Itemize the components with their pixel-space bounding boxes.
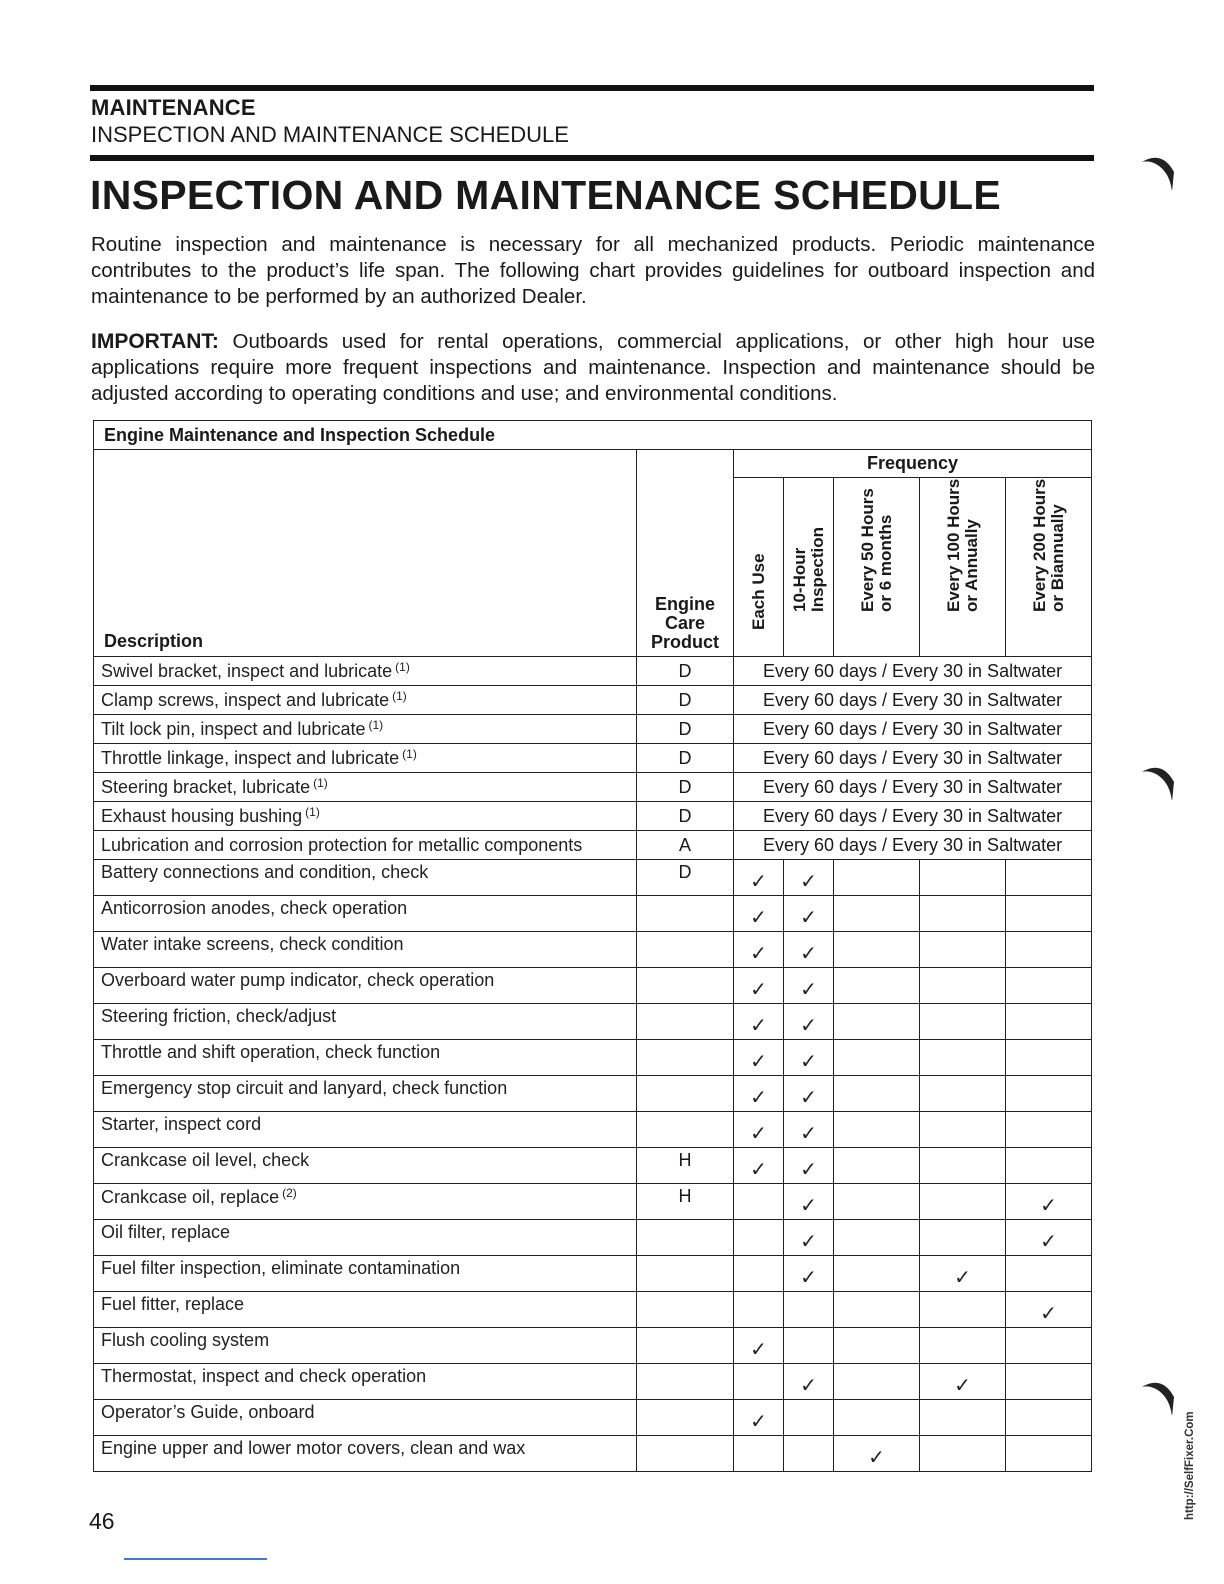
row-description (94, 932, 637, 968)
table-row (94, 1256, 1092, 1292)
cell-fifty-hours (834, 1040, 920, 1076)
cell-two-hundred-hours (1006, 1292, 1092, 1328)
two-hundred-hours-label-1: Every 200 Hours (1029, 478, 1049, 612)
cell-hundred-hours (920, 1112, 1006, 1148)
row-engine-care-product: D (637, 686, 734, 715)
cell-each-use (734, 1112, 784, 1148)
row-description-text: Engine upper and lower motor covers, clean and wax (101, 1438, 526, 1458)
table-row (94, 1436, 1092, 1472)
cell-fifty-hours (834, 1076, 920, 1112)
cell-ten-hour (784, 1148, 834, 1184)
cell-hundred-hours (920, 1184, 1006, 1220)
row-description (94, 802, 637, 831)
check-mark-icon: ✓ (800, 1267, 817, 1289)
row-description (94, 1328, 637, 1364)
table-row (94, 1076, 1092, 1112)
cell-hundred-hours (920, 1292, 1006, 1328)
check-mark-icon: ✓ (750, 943, 767, 965)
table-row (94, 686, 1092, 715)
row-description-text: Swivel bracket, inspect and lubricate (101, 661, 393, 681)
row-description (94, 773, 637, 802)
check-mark-icon: ✓ (800, 979, 817, 1001)
page-title: INSPECTION AND MAINTENANCE SCHEDULE (90, 172, 1002, 218)
row-description (94, 1040, 637, 1076)
ten-hour-header (784, 478, 834, 657)
row-description-text: Emergency stop circuit and lanyard, check function (101, 1078, 508, 1098)
check-mark-icon: ✓ (800, 1231, 817, 1253)
check-mark-icon: ✓ (800, 1123, 817, 1145)
footnote-ref: (1) (392, 689, 407, 703)
row-engine-care-product (637, 1364, 734, 1400)
row-engine-care-product (637, 1400, 734, 1436)
row-description (94, 1076, 637, 1112)
check-mark-icon: ✓ (750, 1015, 767, 1037)
row-frequency-span: Every 60 days / Every 30 in Saltwater (734, 773, 1092, 802)
cell-hundred-hours (920, 1040, 1006, 1076)
cell-two-hundred-hours (1006, 1040, 1092, 1076)
check-mark-icon: ✓ (800, 1375, 817, 1397)
subsection-heading: INSPECTION AND MAINTENANCE SCHEDULE (91, 122, 569, 147)
ecp-header-line3: Product (650, 632, 719, 652)
ecp-header-line1: Engine (654, 594, 715, 614)
cell-ten-hour (784, 968, 834, 1004)
each-use-label: Each Use (748, 553, 768, 630)
cell-two-hundred-hours (1006, 1076, 1092, 1112)
ecp-header-line2: Care (664, 613, 706, 633)
check-mark-icon: ✓ (750, 907, 767, 929)
cell-hundred-hours (920, 1148, 1006, 1184)
row-description (94, 968, 637, 1004)
row-description (94, 1184, 637, 1220)
table-row (94, 715, 1092, 744)
check-mark-icon: ✓ (750, 1087, 767, 1109)
check-mark-icon: ✓ (800, 1195, 817, 1217)
cell-two-hundred-hours (1006, 1004, 1092, 1040)
row-engine-care-product (637, 968, 734, 1004)
table-caption: Engine Maintenance and Inspection Schedule (94, 421, 1092, 450)
cell-hundred-hours (920, 1328, 1006, 1364)
cell-each-use (734, 1148, 784, 1184)
row-frequency-span: Every 60 days / Every 30 in Saltwater (734, 715, 1092, 744)
cell-each-use (734, 1040, 784, 1076)
cell-fifty-hours (834, 860, 920, 896)
check-mark-icon: ✓ (750, 1123, 767, 1145)
row-description (94, 657, 637, 686)
check-mark-icon: ✓ (750, 871, 767, 893)
row-frequency-span: Every 60 days / Every 30 in Saltwater (734, 802, 1092, 831)
row-description-text: Clamp screws, inspect and lubricate (101, 690, 390, 710)
cell-fifty-hours (834, 1148, 920, 1184)
row-description-text: Anticorrosion anodes, check operation (101, 898, 408, 918)
cell-each-use (734, 1220, 784, 1256)
bottom-accent-line (124, 1558, 267, 1560)
row-description-text: Operator’s Guide, onboard (101, 1402, 315, 1422)
cell-each-use (734, 1328, 784, 1364)
important-paragraph (91, 329, 1095, 407)
check-mark-icon: ✓ (750, 1339, 767, 1361)
cell-two-hundred-hours (1006, 1148, 1092, 1184)
cell-each-use (734, 968, 784, 1004)
check-mark-icon: ✓ (800, 871, 817, 893)
cell-ten-hour (784, 860, 834, 896)
row-engine-care-product: D (637, 860, 734, 896)
check-mark-icon: ✓ (800, 943, 817, 965)
row-description (94, 1112, 637, 1148)
cell-hundred-hours (920, 1076, 1006, 1112)
row-description-text: Crankcase oil, replace (101, 1187, 280, 1207)
row-description-text: Oil filter, replace (101, 1222, 231, 1242)
table-row (94, 1040, 1092, 1076)
row-description-text: Thermostat, inspect and check operation (101, 1366, 427, 1386)
cell-hundred-hours (920, 1256, 1006, 1292)
schedule-body (94, 657, 1092, 1472)
check-mark-icon: ✓ (1040, 1195, 1057, 1217)
cell-hundred-hours (920, 1220, 1006, 1256)
row-engine-care-product (637, 1328, 734, 1364)
header-top-rule (90, 85, 1094, 91)
section-heading: MAINTENANCE (91, 95, 256, 120)
table-row (94, 1220, 1092, 1256)
cell-ten-hour (784, 1004, 834, 1040)
fifty-hours-header (834, 478, 920, 657)
row-frequency-span: Every 60 days / Every 30 in Saltwater (734, 657, 1092, 686)
cell-ten-hour (784, 1364, 834, 1400)
hundred-hours-header (920, 478, 1006, 657)
table-row (94, 744, 1092, 773)
table-row (94, 968, 1092, 1004)
row-description (94, 1220, 637, 1256)
binder-hole-mark-middle (1140, 760, 1180, 800)
footnote-ref: (2) (282, 1186, 297, 1200)
row-frequency-span: Every 60 days / Every 30 in Saltwater (734, 744, 1092, 773)
table-row (94, 802, 1092, 831)
cell-ten-hour (784, 1328, 834, 1364)
check-mark-icon: ✓ (800, 907, 817, 929)
cell-ten-hour (784, 1256, 834, 1292)
row-description-text: Steering friction, check/adjust (101, 1006, 337, 1026)
cell-ten-hour (784, 1076, 834, 1112)
row-engine-care-product: D (637, 715, 734, 744)
cell-each-use (734, 932, 784, 968)
table-row (94, 773, 1092, 802)
cell-each-use (734, 896, 784, 932)
footnote-ref: (1) (305, 805, 320, 819)
row-description (94, 1292, 637, 1328)
each-use-header (734, 478, 784, 657)
table-row (94, 1400, 1092, 1436)
cell-fifty-hours (834, 896, 920, 932)
cell-hundred-hours (920, 1436, 1006, 1472)
row-engine-care-product: H (637, 1184, 734, 1220)
footnote-ref: (1) (402, 747, 417, 761)
description-header: Description (94, 450, 637, 657)
table-row (94, 657, 1092, 686)
cell-each-use (734, 860, 784, 896)
row-description (94, 896, 637, 932)
row-description (94, 1148, 637, 1184)
cell-each-use (734, 1292, 784, 1328)
cell-fifty-hours (834, 1328, 920, 1364)
cell-ten-hour (784, 1436, 834, 1472)
table-row (94, 896, 1092, 932)
table-row (94, 1184, 1092, 1220)
cell-two-hundred-hours (1006, 1400, 1092, 1436)
cell-fifty-hours (834, 1400, 920, 1436)
two-hundred-hours-label-2: or Biannually (1047, 504, 1067, 612)
ten-hour-label-1: 10-Hour (789, 547, 809, 612)
row-engine-care-product (637, 1004, 734, 1040)
cell-two-hundred-hours (1006, 1436, 1092, 1472)
row-engine-care-product: A (637, 831, 734, 860)
cell-hundred-hours (920, 1004, 1006, 1040)
row-engine-care-product: D (637, 773, 734, 802)
important-text: Outboards used for rental operations, commercial applications, or other high hour use applications require more frequent inspections and maintenance. Inspection and maintenance should be adjusted according to operating conditions and use; and environmental conditions. (91, 330, 1095, 405)
two-hundred-hours-header (1006, 478, 1092, 657)
check-mark-icon: ✓ (750, 979, 767, 1001)
row-description-text: Fuel filter inspection, eliminate contamination (101, 1258, 461, 1278)
cell-each-use (734, 1364, 784, 1400)
frequency-header: Frequency (734, 450, 1092, 478)
row-description-text: Starter, inspect cord (101, 1114, 262, 1134)
footnote-ref: (1) (313, 776, 328, 790)
row-description (94, 860, 637, 896)
side-watermark-url: http://SelfFixer.Com (1184, 1411, 1196, 1520)
row-engine-care-product (637, 1436, 734, 1472)
cell-fifty-hours (834, 1256, 920, 1292)
cell-two-hundred-hours (1006, 896, 1092, 932)
row-description-text: Throttle linkage, inspect and lubricate (101, 748, 400, 768)
check-mark-icon: ✓ (750, 1159, 767, 1181)
row-engine-care-product: D (637, 744, 734, 773)
cell-fifty-hours (834, 1184, 920, 1220)
table-row (94, 1004, 1092, 1040)
footnote-ref: (1) (395, 660, 410, 674)
row-description (94, 831, 637, 860)
cell-fifty-hours (834, 1004, 920, 1040)
row-engine-care-product (637, 1256, 734, 1292)
cell-fifty-hours (834, 968, 920, 1004)
check-mark-icon: ✓ (868, 1447, 885, 1469)
cell-hundred-hours (920, 1400, 1006, 1436)
cell-each-use (734, 1436, 784, 1472)
table-row (94, 831, 1092, 860)
check-mark-icon: ✓ (800, 1159, 817, 1181)
table-row (94, 1112, 1092, 1148)
row-description-text: Fuel fitter, replace (101, 1294, 245, 1314)
cell-fifty-hours (834, 932, 920, 968)
cell-ten-hour (784, 1292, 834, 1328)
binder-hole-mark-top (1140, 150, 1180, 190)
row-description-text: Exhaust housing bushing (101, 806, 303, 826)
cell-hundred-hours (920, 968, 1006, 1004)
check-mark-icon: ✓ (1040, 1231, 1057, 1253)
check-mark-icon: ✓ (954, 1375, 971, 1397)
cell-ten-hour (784, 1112, 834, 1148)
table-row (94, 932, 1092, 968)
row-description-text: Crankcase oil level, check (101, 1150, 310, 1170)
cell-fifty-hours (834, 1112, 920, 1148)
row-description (94, 1400, 637, 1436)
cell-fifty-hours (834, 1292, 920, 1328)
row-frequency-span: Every 60 days / Every 30 in Saltwater (734, 831, 1092, 860)
fifty-hours-label-2: or 6 months (875, 514, 895, 612)
row-description (94, 686, 637, 715)
row-description-text: Flush cooling system (101, 1330, 270, 1350)
cell-two-hundred-hours (1006, 968, 1092, 1004)
row-description-text: Steering bracket, lubricate (101, 777, 311, 797)
intro-paragraph: Routine inspection and maintenance is necessary for all mechanized products. Periodic maintenance contributes to the product’s life span. The following chart provides guidelines for outboard inspection and maintenance to be performed by an authorized Dealer. (91, 233, 1095, 308)
row-engine-care-product (637, 932, 734, 968)
fifty-hours-label-1: Every 50 Hours (857, 488, 877, 612)
row-description (94, 1364, 637, 1400)
check-mark-icon: ✓ (750, 1411, 767, 1433)
row-description (94, 1436, 637, 1472)
row-engine-care-product (637, 1040, 734, 1076)
ten-hour-label-2: Inspection (807, 526, 827, 612)
cell-ten-hour (784, 1040, 834, 1076)
binder-hole-mark-bottom (1140, 1375, 1180, 1415)
cell-hundred-hours (920, 932, 1006, 968)
row-engine-care-product (637, 1112, 734, 1148)
cell-ten-hour (784, 932, 834, 968)
row-engine-care-product: D (637, 802, 734, 831)
row-description-text: Water intake screens, check condition (101, 934, 404, 954)
row-engine-care-product: D (637, 657, 734, 686)
row-description-text: Lubrication and corrosion protection for metallic components (101, 834, 583, 855)
row-frequency-span: Every 60 days / Every 30 in Saltwater (734, 686, 1092, 715)
table-row (94, 1292, 1092, 1328)
cell-ten-hour (784, 896, 834, 932)
maintenance-schedule-table (93, 420, 1092, 1472)
row-description-text: Overboard water pump indicator, check operation (101, 970, 495, 990)
hundred-hours-label-2: or Annually (961, 519, 981, 612)
row-description-text: Battery connections and condition, check (101, 862, 429, 882)
table-row (94, 1148, 1092, 1184)
footnote-ref: (1) (368, 718, 384, 732)
row-description (94, 744, 637, 773)
row-engine-care-product (637, 1220, 734, 1256)
cell-ten-hour (784, 1400, 834, 1436)
hundred-hours-label-1: Every 100 Hours (943, 478, 963, 612)
cell-each-use (734, 1004, 784, 1040)
cell-fifty-hours (834, 1364, 920, 1400)
row-description-text: Tilt lock pin, inspect and lubricate (101, 719, 366, 739)
check-mark-icon: ✓ (800, 1087, 817, 1109)
cell-fifty-hours (834, 1220, 920, 1256)
cell-fifty-hours (834, 1436, 920, 1472)
row-description-text: Throttle and shift operation, check function (101, 1042, 441, 1062)
row-description (94, 1256, 637, 1292)
check-mark-icon: ✓ (954, 1267, 971, 1289)
cell-two-hundred-hours (1006, 1220, 1092, 1256)
cell-two-hundred-hours (1006, 1256, 1092, 1292)
cell-each-use (734, 1256, 784, 1292)
row-engine-care-product (637, 896, 734, 932)
check-mark-icon: ✓ (1040, 1303, 1057, 1325)
table-row (94, 860, 1092, 896)
cell-hundred-hours (920, 896, 1006, 932)
check-mark-icon: ✓ (800, 1051, 817, 1073)
important-label: IMPORTANT: (91, 330, 219, 353)
cell-ten-hour (784, 1184, 834, 1220)
row-engine-care-product (637, 1076, 734, 1112)
row-description (94, 715, 637, 744)
row-engine-care-product: H (637, 1148, 734, 1184)
cell-hundred-hours (920, 1364, 1006, 1400)
cell-each-use (734, 1184, 784, 1220)
cell-each-use (734, 1400, 784, 1436)
row-description (94, 1004, 637, 1040)
check-mark-icon: ✓ (750, 1051, 767, 1073)
cell-each-use (734, 1076, 784, 1112)
cell-two-hundred-hours (1006, 1328, 1092, 1364)
check-mark-icon: ✓ (800, 1015, 817, 1037)
cell-ten-hour (784, 1220, 834, 1256)
table-row (94, 1328, 1092, 1364)
cell-two-hundred-hours (1006, 1184, 1092, 1220)
page-number: 46 (89, 1508, 115, 1534)
cell-hundred-hours (920, 860, 1006, 896)
row-engine-care-product (637, 1292, 734, 1328)
table-row (94, 1364, 1092, 1400)
cell-two-hundred-hours (1006, 932, 1092, 968)
engine-care-product-header (637, 450, 734, 657)
cell-two-hundred-hours (1006, 860, 1092, 896)
cell-two-hundred-hours (1006, 1112, 1092, 1148)
header-bottom-rule (90, 155, 1094, 161)
cell-two-hundred-hours (1006, 1364, 1092, 1400)
